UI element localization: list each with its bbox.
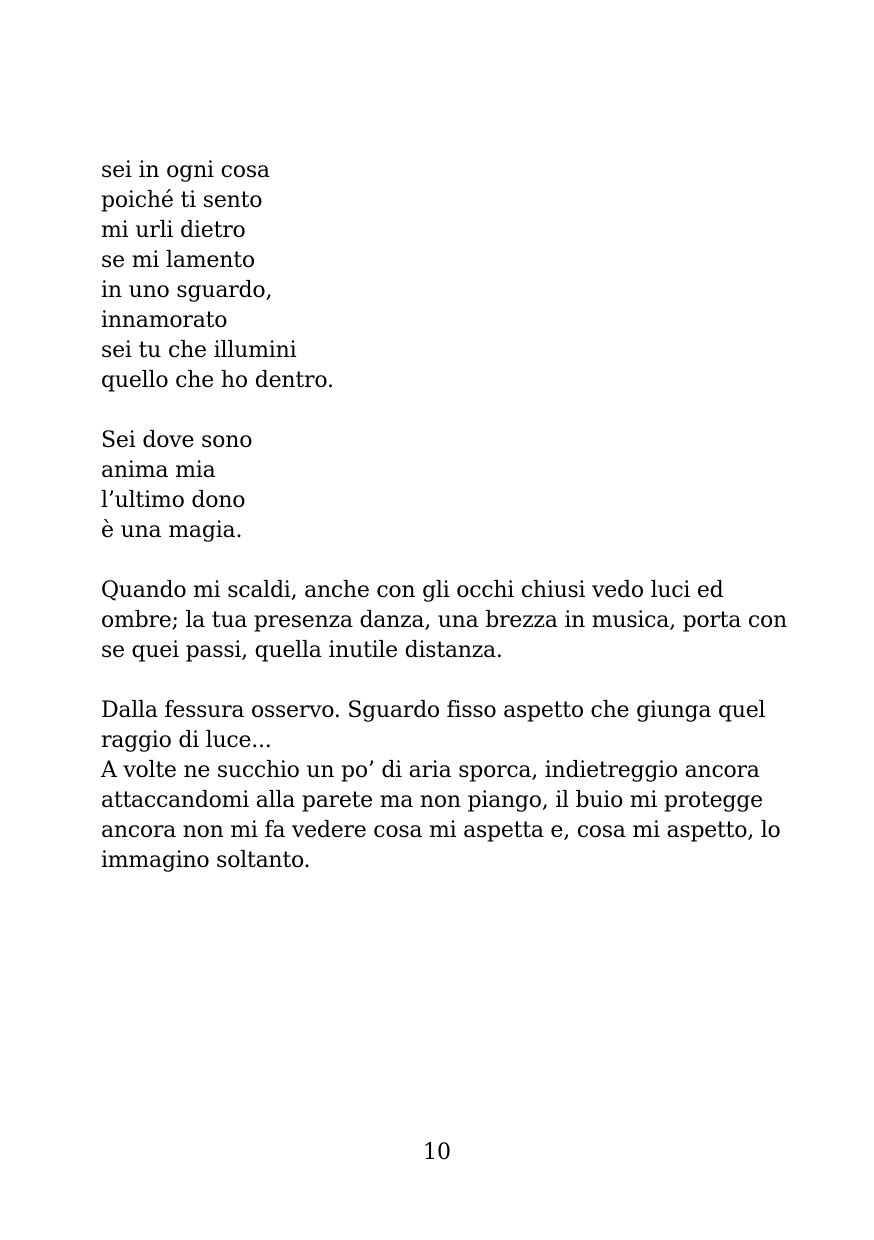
paragraph-line: se quei passi, quella inutile distanza. (101, 638, 503, 663)
paragraph-line: Quando mi scaldi, anche con gli occhi chiusi vedo luci ed (101, 578, 724, 603)
prose-paragraph-1 (101, 576, 801, 666)
verse-line: sei tu che illumini (101, 338, 297, 363)
verse-line: innamorato (101, 308, 228, 333)
paragraph-line: ombre; la tua presenza danza, una brezza in musica, porta con (101, 608, 787, 633)
paragraph-line: immagino soltanto. (101, 848, 311, 873)
poem-stanza-2 (101, 426, 801, 546)
verse-line: Sei dove sono (101, 428, 253, 453)
verse-line: sei in ogni cosa (101, 158, 270, 183)
paragraph-line: attaccandomi alla parete ma non piango, il buio mi protegge (101, 788, 763, 813)
page-number: 10 (423, 1140, 451, 1165)
verse-line: anima mia (101, 458, 216, 483)
paragraph-line: Dalla fessura osservo. Sguardo fisso aspetto che giunga quel (101, 698, 766, 723)
paragraph-line: ancora non mi fa vedere cosa mi aspetta e, cosa mi aspetto, lo (101, 818, 781, 843)
verse-line: se mi lamento (101, 248, 255, 273)
verse-line: è una magia. (101, 518, 243, 543)
paragraph-line: raggio di luce... (101, 728, 272, 753)
verse-line: in uno sguardo, (101, 278, 273, 303)
page-content (101, 156, 801, 906)
paragraph-line: A volte ne succhio un po’ di aria sporca, indietreggio ancora (101, 758, 760, 783)
verse-line: mi urli dietro (101, 218, 246, 243)
verse-line: l’ultimo dono (101, 488, 246, 513)
prose-paragraph-2 (101, 696, 801, 876)
verse-line: poiché ti sento (101, 188, 263, 213)
poem-stanza-1 (101, 156, 801, 396)
verse-line: quello che ho dentro. (101, 368, 334, 393)
